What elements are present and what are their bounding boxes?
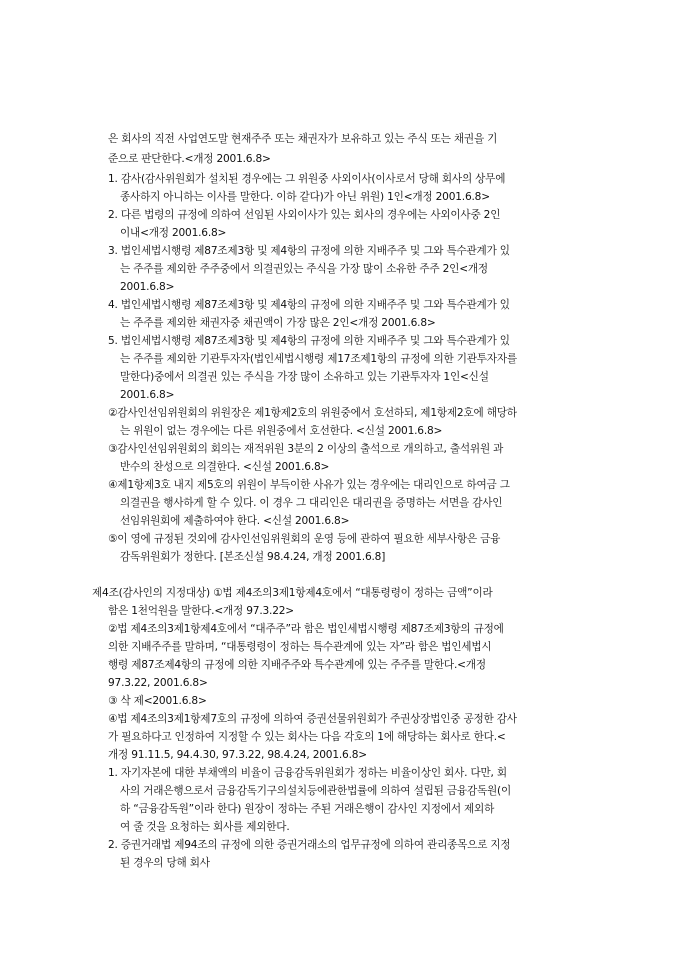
paragraph-item: ②법 제4조의3제1항제4호에서 “대주주”라 함은 법인세법시행령 제87조제3항의 규정에 (108, 623, 504, 635)
paragraph-item: ③감사인선임위원회의 회의는 재적위원 3분의 2 이상의 출석으로 개의하고, 출석위원 과 (108, 443, 504, 455)
text-line: 감독위원회가 정한다. [본조신설 98.4.24, 개정 2001.6.8] (120, 551, 386, 563)
text-line: 된 경우의 당해 회사 (120, 857, 210, 869)
text-line: 여 줄 것을 요청하는 회사를 제외한다. (120, 821, 290, 833)
text-line: 의한 지배주주를 말하며, “대통령령이 정하는 특수관계에 있는 자”라 함은 법인세법시 (108, 641, 492, 653)
paragraph-item: ④법 제4조의3제1항제7호의 규정에 의하여 증권선물위원회가 주권상장법인중 공정한 감사 (108, 713, 517, 725)
paragraph-item: ⑤이 영에 규정된 것외에 감사인선임위원회의 운영 등에 관하여 필요한 세부사항은 금융 (108, 533, 501, 545)
text-line: 이내<개정 2001.6.8> (120, 227, 227, 239)
text-line: 2001.6.8> (120, 281, 175, 293)
article-heading: 제4조(감사인의 지정대상) ①법 제4조의3제1항제4호에서 “대통령령이 정하는 금액”이라 (92, 587, 493, 599)
text-line: 은 회사의 직전 사업연도말 현재주주 또는 채권자가 보유하고 있는 주식 또는 채권을 기 (108, 133, 498, 145)
text-line: 는 주주를 제외한 주주중에서 의결권있는 주식을 가장 많이 소유한 주주 2인<개정 (120, 263, 488, 275)
text-line: 하 “금융감독원”이라 한다) 원장이 정하는 주된 거래은행이 감사인 지정에서 제외하 (120, 803, 495, 815)
text-line: 행령 제87조제4항의 규정에 의한 지배주주와 특수관계에 있는 주주를 말한다.<개정 (108, 659, 486, 671)
list-item: 2. 다른 법령의 규정에 의하여 선임된 사외이사가 있는 회사의 경우에는 사외이사중 2인 (108, 209, 501, 221)
list-item: 2. 증권거래법 제94조의 규정에 의한 증권거래소의 업무규정에 의하여 관리종목으로 지정 (108, 839, 511, 851)
list-item: 3. 법인세법시행령 제87조제3항 및 제4항의 규정에 의한 지배주주 및 그와 특수관계가 있 (108, 245, 510, 257)
text-line: 2001.6.8> (120, 389, 175, 401)
paragraph-item: ③ 삭 제<2001.6.8> (108, 695, 207, 707)
text-line: 반수의 찬성으로 의결한다. <신설 2001.6.8> (120, 461, 330, 473)
text-line: 의결권을 행사하게 할 수 있다. 이 경우 그 대리인은 대리권을 증명하는 서면을 감사인 (120, 497, 503, 509)
list-item: 5. 법인세법시행령 제87조제3항 및 제4항의 규정에 의한 지배주주 및 그와 특수관계가 있 (108, 335, 510, 347)
text-line: 준으로 판단한다.<개정 2001.6.8> (108, 153, 271, 165)
list-item: 1. 감사(감사위원회가 설치된 경우에는 그 위원중 사외이사(이사로서 당해 회사의 상무에 (108, 173, 506, 185)
text-line: 함은 1천억원을 말한다.<개정 97.3.22> (108, 605, 294, 617)
text-line: 종사하지 아니하는 이사를 말한다. 이하 같다)가 아닌 위원) 1인<개정 2001.6.8> (120, 191, 490, 203)
text-line: 선임위원회에 제출하여야 한다. <신설 2001.6.8> (120, 515, 350, 527)
text-line: 말한다)중에서 의결권 있는 주식을 가장 많이 소유하고 있는 기관투자자 1인<신설 (120, 371, 489, 383)
list-item: 1. 자기자본에 대한 부채액의 비율이 금융감독위원회가 정하는 비율이상인 회사. 다만, 회 (108, 767, 507, 779)
text-line: 개정 91.11.5, 94.4.30, 97.3.22, 98.4.24, 2001.6.8> (108, 749, 367, 761)
text-line: 97.3.22, 2001.6.8> (108, 677, 208, 689)
text-line: 는 주주를 제외한 기관투자자(법인세법시행령 제17조제1항의 규정에 의한 기관투자자를 (120, 353, 517, 365)
paragraph-item: ②감사인선임위원회의 위원장은 제1항제2호의 위원중에서 호선하되, 제1항제2호에 해당하 (108, 407, 517, 419)
list-item: 4. 법인세법시행령 제87조제3항 및 제4항의 규정에 의한 지배주주 및 그와 특수관계가 있 (108, 299, 510, 311)
text-line: 는 주주를 제외한 채권자중 채권액이 가장 많은 2인<개정 2001.6.8> (120, 317, 436, 329)
text-line: 사의 거래은행으로서 금융감독기구의설치등에관한법률에 의하여 설립된 금융감독원(이 (120, 785, 512, 797)
paragraph-item: ④제1항제3호 내지 제5호의 위원이 부득이한 사유가 있는 경우에는 대리인으로 하여금 그 (108, 479, 510, 491)
text-line: 가 필요하다고 인정하여 지정할 수 있는 회사는 다음 각호의 1에 해당하는 회사로 한다.< (108, 731, 506, 743)
text-line: 는 위원이 없는 경우에는 다른 위원중에서 호선한다. <신설 2001.6.8> (120, 425, 443, 437)
